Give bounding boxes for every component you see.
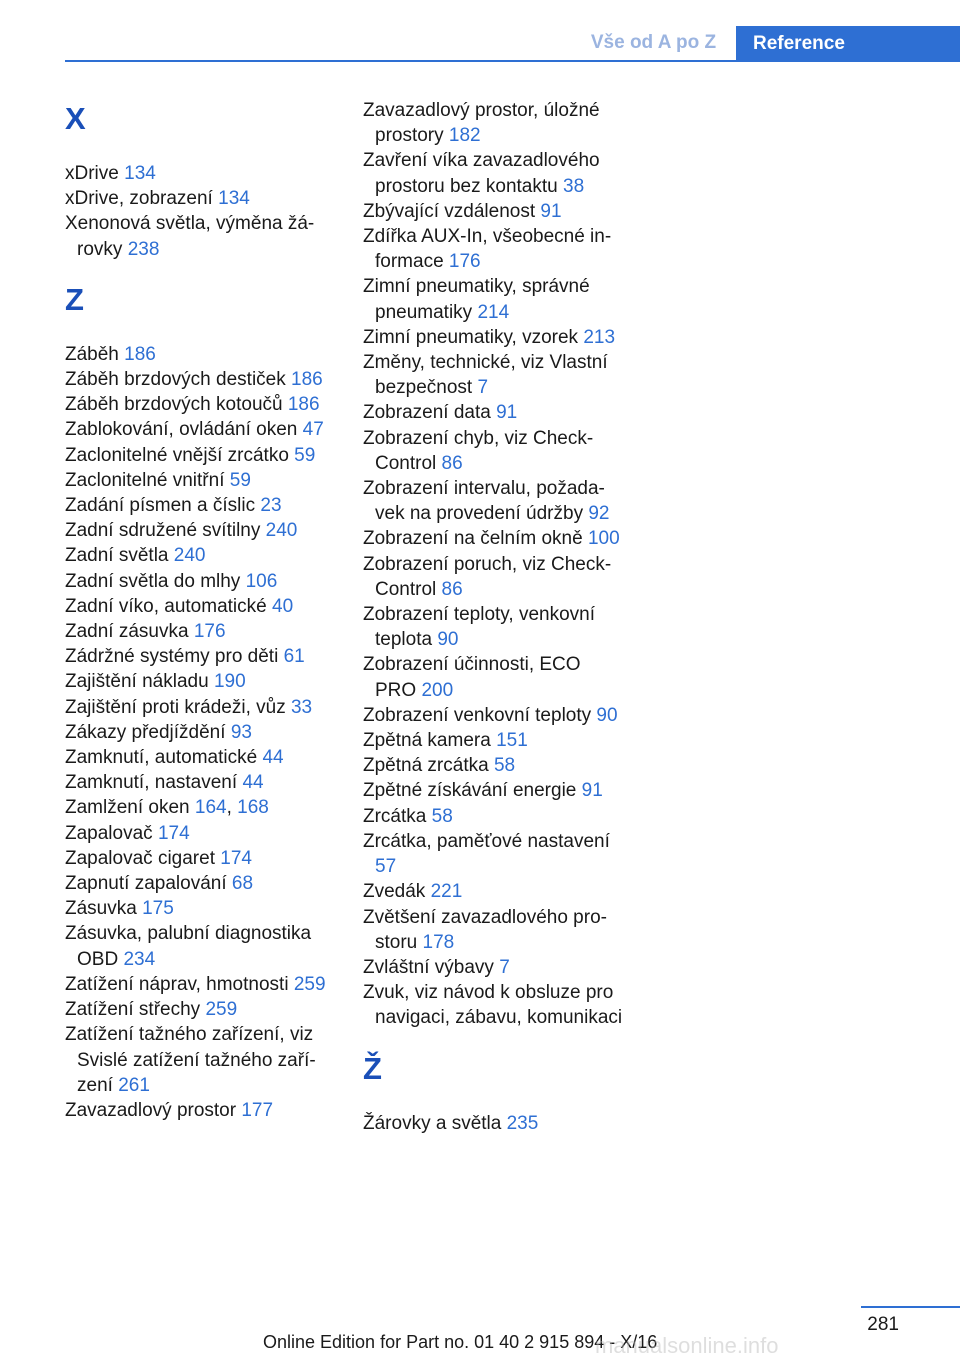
entry-text: Zatížení tažného zařízení, viz Svislé zatížení tažného zařízení	[65, 1024, 316, 1096]
page-ref-link[interactable]: 175	[142, 898, 174, 920]
index-entry	[363, 804, 625, 829]
page-ref-link[interactable]: 221	[430, 881, 463, 903]
page-ref-link[interactable]: 134	[124, 163, 156, 184]
index-entry	[65, 594, 327, 619]
chapter-tab[interactable]: Reference	[736, 26, 960, 62]
entry-text: Zobrazení venkovní teploty	[363, 704, 592, 726]
page-ref-link[interactable]: 240	[173, 545, 206, 567]
page-ref-link[interactable]: 38	[563, 175, 585, 197]
entry-text: Záběh	[65, 343, 119, 365]
section-tab[interactable]: Vše od A po Z	[571, 26, 736, 60]
index-entry	[363, 652, 625, 702]
index-entry	[363, 753, 625, 778]
page-ref-link[interactable]: 90	[596, 704, 618, 726]
page-ref-link[interactable]: 174	[220, 847, 252, 869]
page-ref-link[interactable]: 44	[262, 747, 284, 769]
index-entry	[363, 526, 625, 551]
index-entry	[65, 821, 327, 846]
entry-text: Zapalovač cigaret	[65, 847, 215, 869]
index-entry	[363, 955, 625, 980]
entry-text: Zadní světla do mlhy	[65, 570, 241, 592]
entry-text: Zpětné získávání energie	[363, 780, 577, 802]
index-entry	[65, 644, 327, 669]
page-ref-link[interactable]: 106	[245, 570, 278, 592]
page-ref-link[interactable]: 213	[583, 326, 616, 348]
index-entry	[65, 392, 327, 417]
entry-text: Zpětná kamera	[363, 730, 491, 752]
index-entry	[65, 720, 327, 745]
entry-text: Zatížení střechy	[65, 999, 201, 1021]
entry-text: Zobrazení data	[363, 402, 491, 424]
index-entry	[65, 543, 327, 568]
page-ref-link[interactable]: 33	[290, 696, 313, 718]
entry-text: Zvuk, viz návod k obsluze pro navigaci, zábavu, komunikaci	[363, 982, 623, 1029]
index-entry	[363, 350, 625, 400]
watermark: manualsonline.info	[595, 1333, 779, 1358]
index-entry	[65, 669, 327, 694]
page-ref-link[interactable]: 214	[477, 301, 510, 323]
section-letter: Z	[65, 281, 84, 317]
index-entry	[363, 1111, 625, 1136]
entry-text: Zrcátka	[363, 805, 427, 827]
page-ref-link[interactable]: 168	[237, 797, 269, 819]
index-entry	[65, 695, 327, 720]
entry-text: Zamknutí, automatické	[65, 747, 258, 769]
page-ref-link[interactable]: 91	[581, 780, 603, 802]
page-ref-link[interactable]: 91	[496, 402, 518, 424]
page-ref-link[interactable]: 91	[540, 200, 562, 222]
page-ref-link[interactable]: 40	[272, 595, 294, 617]
index-entry	[363, 602, 625, 652]
index-entry	[65, 417, 327, 442]
entry-text: Zvětšení zavazadlového prostoru	[363, 906, 607, 953]
edition-text: Online Edition for Part no. 01 40 2 915 894 - X/16	[263, 1332, 658, 1352]
page-ref-link[interactable]: 176	[193, 621, 226, 643]
index-entry	[363, 879, 625, 904]
entry-text: Zrcátka, paměťové nastavení	[363, 830, 610, 852]
index-column-right	[363, 98, 625, 1136]
index-entry	[363, 148, 625, 198]
index-entry	[65, 896, 327, 921]
index-entry	[363, 325, 625, 350]
entry-text: Zobrazení teploty, venkovní teplota	[363, 604, 595, 651]
entry-text: Zajištění proti krádeži, vůz	[65, 696, 286, 718]
page-ref-link[interactable]: 259	[205, 999, 238, 1021]
index-entry	[65, 493, 327, 518]
section-letter: Ž	[363, 1050, 382, 1086]
page-ref-link[interactable]: 23	[260, 495, 282, 517]
entry-text: Zadní víko, automatické	[65, 595, 267, 617]
page-ref-link[interactable]: 186	[124, 343, 156, 365]
index-entry	[363, 224, 625, 274]
index-entry	[65, 1098, 327, 1123]
page-ref-link[interactable]: 86	[441, 452, 463, 474]
entry-text: Zvedák	[363, 881, 426, 903]
entry-text: Zobrazení chyb, viz Check-Control	[363, 427, 594, 474]
page-ref-link[interactable]: 238	[127, 238, 160, 260]
index-entry	[363, 728, 625, 753]
index-entry	[65, 569, 327, 594]
entry-text: Záběh brzdových kotoučů	[65, 394, 283, 416]
page-ref-link[interactable]: 86	[441, 578, 463, 600]
entry-text: Zapalovač	[65, 822, 153, 844]
page-ref-link[interactable]: 234	[123, 948, 156, 970]
page-ref-link[interactable]: 44	[242, 772, 264, 794]
index-entry	[65, 468, 327, 493]
index-entry	[65, 770, 327, 795]
index-entry	[65, 186, 327, 211]
index-column-left	[65, 98, 327, 1123]
index-entry	[65, 921, 327, 971]
index-entry	[65, 211, 327, 261]
entry-text: Zimní pneumatiky, vzorek	[363, 326, 579, 348]
entry-text: xDrive, zobrazení	[65, 188, 213, 210]
index-entry	[363, 552, 625, 602]
page-ref-link[interactable]: 58	[431, 805, 453, 827]
entry-text: Zobrazení na čelním okně	[363, 528, 583, 550]
page-ref-link[interactable]: 178	[422, 931, 455, 953]
entry-text: Zobrazení účinnosti, ECO PRO	[363, 654, 581, 701]
index-entry	[65, 972, 327, 997]
page-ref-link[interactable]: 59	[229, 469, 251, 491]
entry-text: Zadní zásuvka	[65, 621, 189, 643]
entry-text: Zavazadlový prostor, úložné prostory	[363, 100, 600, 147]
page-ref-link[interactable]: 200	[421, 679, 454, 701]
page-ref-link[interactable]: 93	[230, 721, 252, 743]
page-ref-link[interactable]: 134	[218, 188, 250, 210]
page-ref-link[interactable]: 58	[493, 755, 516, 777]
index-entry	[363, 274, 625, 324]
page-ref-link[interactable]: 259	[293, 973, 326, 995]
entry-text: Zadní sdružené svítilny	[65, 520, 261, 542]
index-entry	[65, 367, 327, 392]
page-ref-link[interactable]: 7	[477, 377, 489, 399]
index-entry	[363, 426, 625, 476]
page-ref-link[interactable]: 57	[375, 856, 397, 878]
entry-text: Zatížení náprav, hmotnosti	[65, 973, 289, 995]
entry-text: Zásuvka	[65, 898, 137, 920]
entry-text: Zimní pneumatiky, správné pneumatiky	[363, 276, 590, 323]
page-ref-link[interactable]: 164	[194, 797, 227, 819]
page-ref-link[interactable]: 186	[287, 394, 320, 416]
index-entry	[65, 518, 327, 543]
index-entry	[363, 476, 625, 526]
index-entry	[65, 997, 327, 1022]
page-ref-link[interactable]: 186	[291, 369, 323, 391]
page-ref-link[interactable]: 100	[587, 528, 620, 550]
page-ref-link[interactable]: 182	[448, 125, 481, 147]
entry-text: Zbývající vzdálenost	[363, 200, 536, 222]
entry-text: Žárovky a světla	[363, 1112, 502, 1134]
page-ref-link[interactable]: 235	[506, 1112, 539, 1134]
index-entry	[65, 161, 327, 186]
entry-text: Zamknutí, nastavení	[65, 772, 238, 794]
index-entry	[65, 871, 327, 896]
footer-rule	[861, 1306, 960, 1308]
index-entry	[363, 400, 625, 425]
page-ref-link[interactable]: 261	[118, 1074, 150, 1096]
index-entry	[363, 829, 625, 879]
page-number: 281	[867, 1314, 899, 1335]
entry-text: Zobrazení intervalu, požadavek na provedení údržby	[363, 478, 605, 525]
entry-text: Zajištění nákladu	[65, 671, 209, 693]
entry-text: Zadání písmen a číslic	[65, 495, 256, 517]
entry-text: Zvláštní výbavy	[363, 956, 494, 978]
page-ref-link[interactable]: 90	[437, 629, 459, 651]
entry-text: Zapnutí zapalování	[65, 873, 227, 895]
entry-text: Zobrazení poruch, viz Check-Control	[363, 553, 612, 600]
page-ref-link[interactable]: 240	[265, 520, 298, 542]
entry-text: xDrive	[65, 163, 119, 184]
entry-text: Xenonová světla, výměna žárovky	[65, 213, 315, 260]
entry-text: Zdířka AUX-In, všeobecné informace	[363, 226, 612, 273]
index-entry	[65, 745, 327, 770]
entry-text: Zaclonitelné vnitřní	[65, 469, 225, 491]
index-entry	[65, 846, 327, 871]
entry-text: Zákazy předjíždění	[65, 721, 226, 743]
page-ref-link[interactable]: 61	[283, 646, 305, 668]
entry-text: Zadní světla	[65, 545, 169, 567]
index-entry	[363, 98, 625, 148]
index-entry	[65, 619, 327, 644]
page-ref-link[interactable]: 68	[231, 873, 254, 895]
entry-text: Zavazadlový prostor	[65, 1099, 237, 1121]
page-ref-link[interactable]: 174	[157, 822, 190, 844]
entry-text: Změny, technické, viz Vlastní bezpečnost	[363, 352, 608, 399]
page-ref-link[interactable]: 151	[496, 730, 528, 752]
page-ref-link[interactable]: 7	[499, 956, 510, 978]
page-ref-link[interactable]: 47	[302, 419, 324, 441]
page-ref-link[interactable]: 190	[213, 671, 246, 693]
page-ref-link[interactable]: 177	[241, 1099, 274, 1121]
index-entry	[363, 778, 625, 803]
index-entry	[65, 1022, 327, 1098]
index-entry	[65, 342, 327, 367]
entry-text: Zavření víka zavazadlového prostoru bez kontaktu	[363, 150, 600, 197]
index-entry: Zamlžení oken 164, 168	[65, 797, 269, 819]
entry-text: Zásuvka, palubní diagnostika OBD	[65, 923, 312, 970]
index-entry	[363, 703, 625, 728]
index-entry	[65, 443, 327, 468]
entry-text: Záběh brzdových destiček	[65, 369, 286, 391]
entry-text: Zablokování, ovládání oken	[65, 419, 298, 441]
page-ref-link[interactable]: 92	[588, 503, 610, 525]
page-ref-link[interactable]: 176	[448, 251, 481, 273]
page-ref-link[interactable]: 59	[294, 444, 316, 466]
section-letter: X	[65, 101, 86, 136]
entry-text: Zádržné systémy pro děti	[65, 646, 279, 668]
entry-text: Zaclonitelné vnější zrcátko	[65, 444, 289, 466]
index-entry	[363, 905, 625, 955]
entry-text: Zamlžení oken	[65, 797, 190, 819]
index-entry	[363, 199, 625, 224]
index-entry	[363, 980, 625, 1030]
entry-text: Zpětná zrcátka	[363, 755, 489, 777]
